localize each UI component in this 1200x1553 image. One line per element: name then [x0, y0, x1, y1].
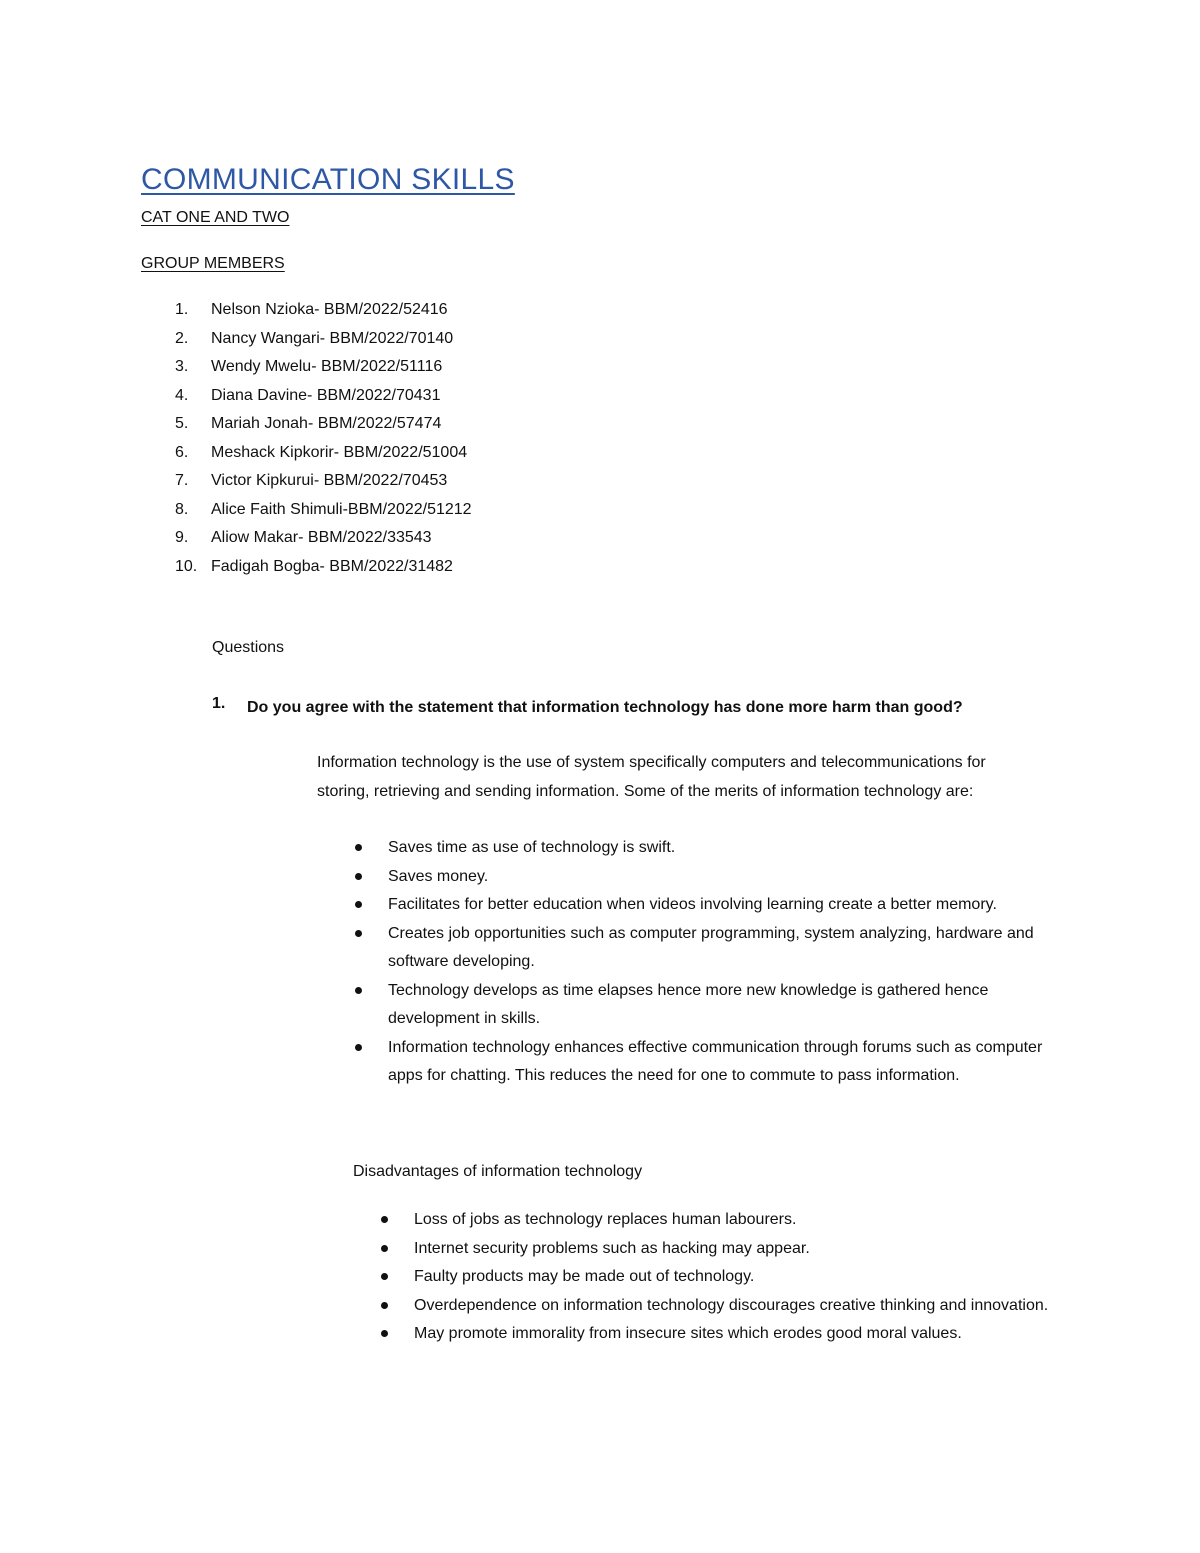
question-number: 1. — [212, 695, 226, 712]
list-number: 7. — [175, 472, 189, 489]
list-number: 2. — [175, 329, 189, 347]
disadvantage-text: Loss of jobs as technology replaces human labourers. — [414, 1211, 797, 1228]
merit-text: Facilitates for better education when videos involving learning create a better memory. — [388, 896, 997, 913]
list-number: 5. — [175, 415, 189, 432]
list-item — [388, 863, 1078, 892]
bullet-icon — [355, 930, 362, 937]
disadvantage-text: Overdependence on information technology discourages creative thinking and innovation. — [414, 1296, 1049, 1314]
bullet-icon — [381, 1245, 388, 1252]
list-item — [414, 1263, 1054, 1292]
bullet-icon — [381, 1302, 388, 1309]
list-item — [141, 353, 443, 382]
list-item — [414, 1206, 1054, 1235]
merits-list — [388, 834, 1078, 1091]
list-item — [388, 977, 1078, 1034]
list-item — [141, 410, 442, 439]
disadvantage-text: Faulty products may be made out of technology. — [414, 1268, 755, 1285]
member-entry: Mariah Jonah- BBM/2022/57474 — [211, 415, 442, 432]
list-item — [141, 296, 448, 325]
list-item — [141, 553, 453, 582]
member-entry: Wendy Mwelu- BBM/2022/51116 — [211, 358, 443, 375]
merit-text: Saves money. — [388, 867, 489, 885]
list-item — [414, 1235, 1054, 1264]
member-entry: Victor Kipkurui- BBM/2022/70453 — [211, 472, 448, 489]
list-number: 1. — [175, 301, 189, 318]
list-number: 8. — [175, 500, 189, 518]
member-entry: Nancy Wangari- BBM/2022/70140 — [211, 329, 454, 347]
member-entry: Meshack Kipkorir- BBM/2022/51004 — [211, 443, 468, 461]
list-item — [141, 467, 448, 496]
bullet-icon — [381, 1330, 388, 1337]
list-item — [141, 496, 472, 525]
list-item — [141, 382, 441, 411]
bullet-icon — [355, 987, 362, 994]
list-number: 6. — [175, 443, 189, 461]
list-item — [388, 891, 1078, 920]
merit-text: Saves time as use of technology is swift. — [388, 839, 676, 856]
list-number: 4. — [175, 386, 189, 404]
group-members-heading: GROUP MEMBERS — [141, 255, 285, 272]
list-number: 9. — [175, 529, 189, 546]
member-entry: Aliow Makar- BBM/2022/33543 — [211, 529, 432, 546]
member-entry: Fadigah Bogba- BBM/2022/31482 — [211, 557, 453, 575]
bullet-icon — [355, 1044, 362, 1051]
answer-intro-paragraph: Information technology is the use of system specifically computers and telecommunications for storing, retrieving and sending information. Some of the merits of information technology are: — [317, 754, 986, 800]
list-number: 10. — [175, 557, 198, 575]
member-entry: Nelson Nzioka- BBM/2022/52416 — [211, 301, 448, 318]
disadvantage-text: May promote immorality from insecure sites which erodes good moral values. — [414, 1325, 962, 1342]
list-item — [388, 1034, 1078, 1091]
list-item — [141, 439, 468, 468]
merit-text: Creates job opportunities such as computer programming, system analyzing, hardware and software developing. — [388, 924, 1034, 970]
bullet-icon — [381, 1273, 388, 1280]
subtitle: CAT ONE AND TWO — [141, 209, 290, 226]
question-text: Do you agree with the statement that information technology has done more harm than good? — [247, 699, 963, 716]
merit-text: Information technology enhances effective communication through forums such as computer apps for chatting. This reduces the need for one to commute to pass information. — [388, 1038, 1043, 1084]
bullet-icon — [355, 901, 362, 908]
document-title: COMMUNICATION SKILLS — [141, 163, 515, 196]
list-item — [388, 834, 1078, 863]
list-item — [388, 920, 1078, 977]
list-item — [141, 524, 432, 553]
member-entry: Alice Faith Shimuli-BBM/2022/51212 — [211, 500, 472, 518]
bullet-icon — [355, 873, 362, 880]
bullet-icon — [381, 1216, 388, 1223]
disadvantages-list — [414, 1206, 1054, 1349]
bullet-icon — [355, 844, 362, 851]
questions-heading: Questions — [212, 639, 285, 656]
merit-text: Technology develops as time elapses hence more new knowledge is gathered hence development in skills. — [388, 981, 989, 1027]
disadvantage-text: Internet security problems such as hacking may appear. — [414, 1239, 810, 1257]
member-entry: Diana Davine- BBM/2022/70431 — [211, 386, 441, 404]
list-item — [414, 1320, 1054, 1349]
list-item — [141, 325, 454, 354]
list-item — [414, 1292, 1054, 1321]
list-number: 3. — [175, 358, 189, 375]
group-members-list — [141, 296, 472, 581]
disadvantages-heading: Disadvantages of information technology — [353, 1163, 643, 1180]
